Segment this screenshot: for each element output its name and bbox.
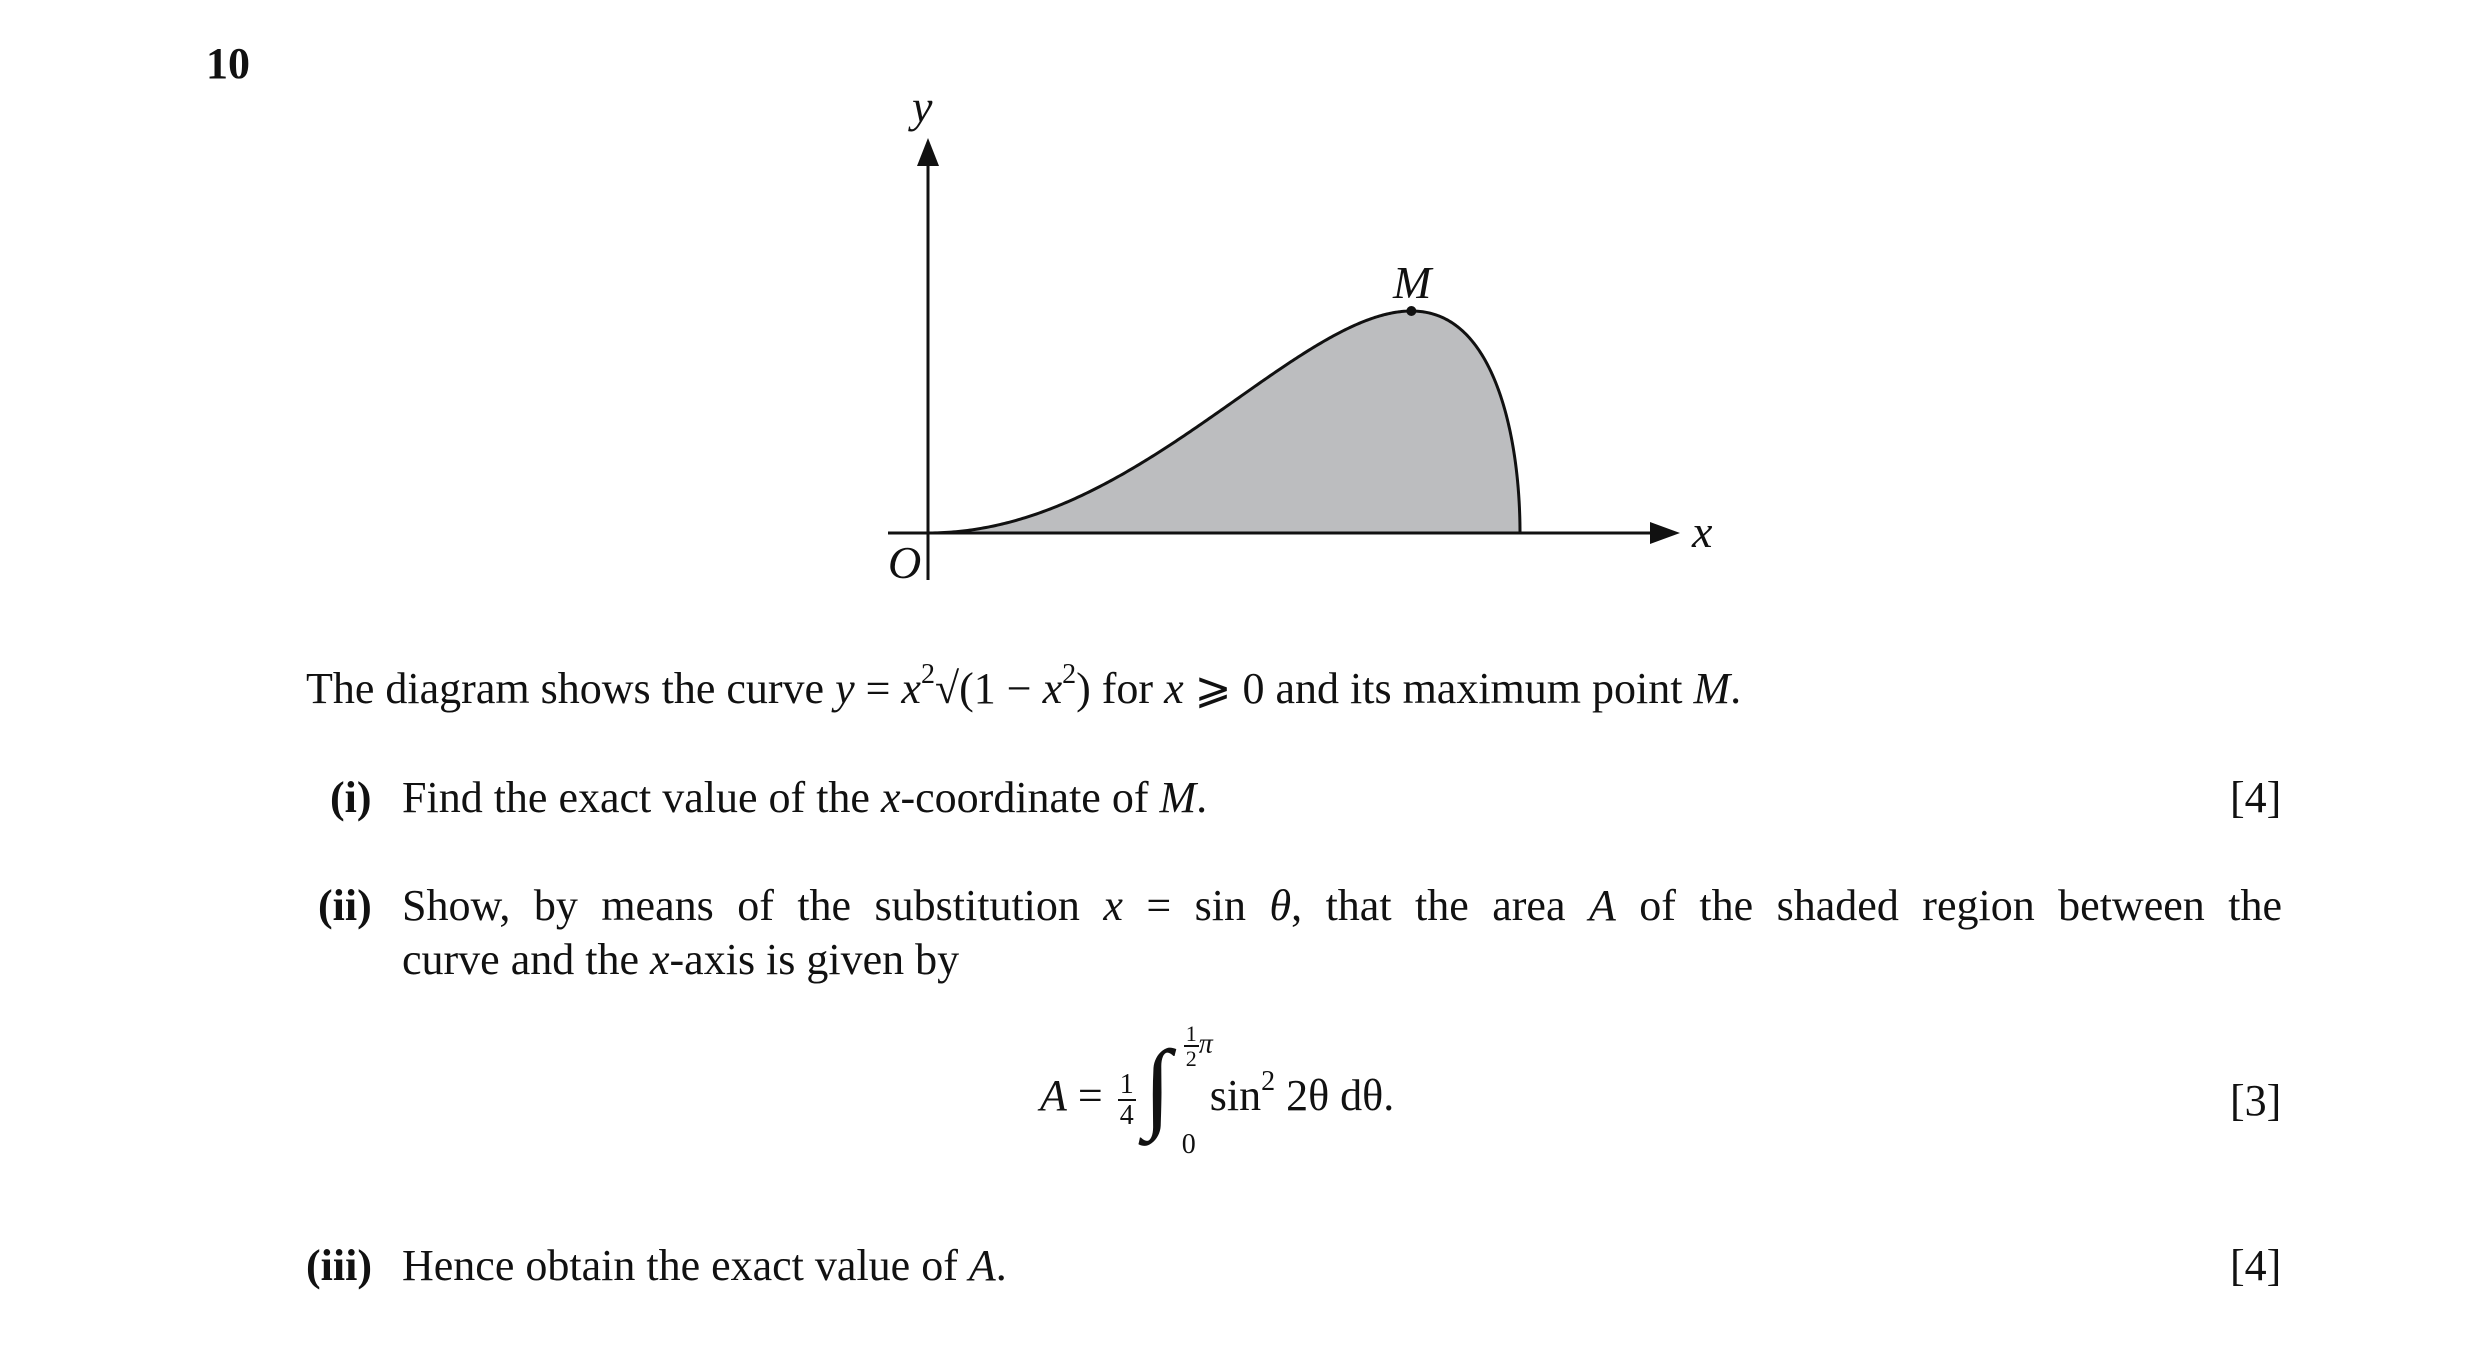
upper-limit: $\frac{1}{2}$ π <box>1185 1021 1213 1072</box>
curve-diagram <box>0 0 2480 620</box>
part-i-text: Find the exact value of the x-coordinate of M. <box>402 773 1208 822</box>
part-iii-label: (iii) <box>306 1241 372 1290</box>
y-axis-arrow <box>917 138 939 166</box>
part-i-marks: [4] <box>2230 773 2282 822</box>
coefficient-fraction: $\frac{1}{4}$ <box>1119 1068 1134 1131</box>
shaded-region <box>928 311 1520 533</box>
question-number: 10 <box>206 39 250 88</box>
part-ii-marks: [3] <box>2230 1076 2282 1125</box>
part-iii-marks: [4] <box>2230 1241 2282 1290</box>
area-formula: A = $\frac{1}{4}$ ∫ $\frac{1}{2}$ π 0 $\sin^2 2\theta$ dθ. <box>1040 1021 1395 1160</box>
part-iii-text: Hence obtain the exact value of A. <box>402 1241 1007 1290</box>
x-axis-arrow <box>1650 522 1680 544</box>
part-ii-text-line2: curve and the x-axis is given by <box>402 935 960 984</box>
point-m-label: M <box>1393 257 1432 308</box>
lower-limit: 0 <box>1181 1129 1196 1160</box>
part-ii-text-line1: Show, by means of the substitution x = sin θ, that the area A of the shaded region between the <box>402 881 2282 930</box>
x-axis-label: x <box>1692 506 1713 557</box>
integral: ∫ $\frac{1}{2}$ π 0 <box>1143 1021 1213 1160</box>
intro-sentence: The diagram shows the curve $y = x^2√(1 - x^2)$ for x ⩾ 0 and its maximum point M. <box>306 659 1742 713</box>
y-axis-label: y <box>912 81 933 132</box>
origin-label: O <box>888 537 922 588</box>
part-ii-label: (ii) <box>318 881 372 930</box>
part-i-label: (i) <box>330 773 372 822</box>
